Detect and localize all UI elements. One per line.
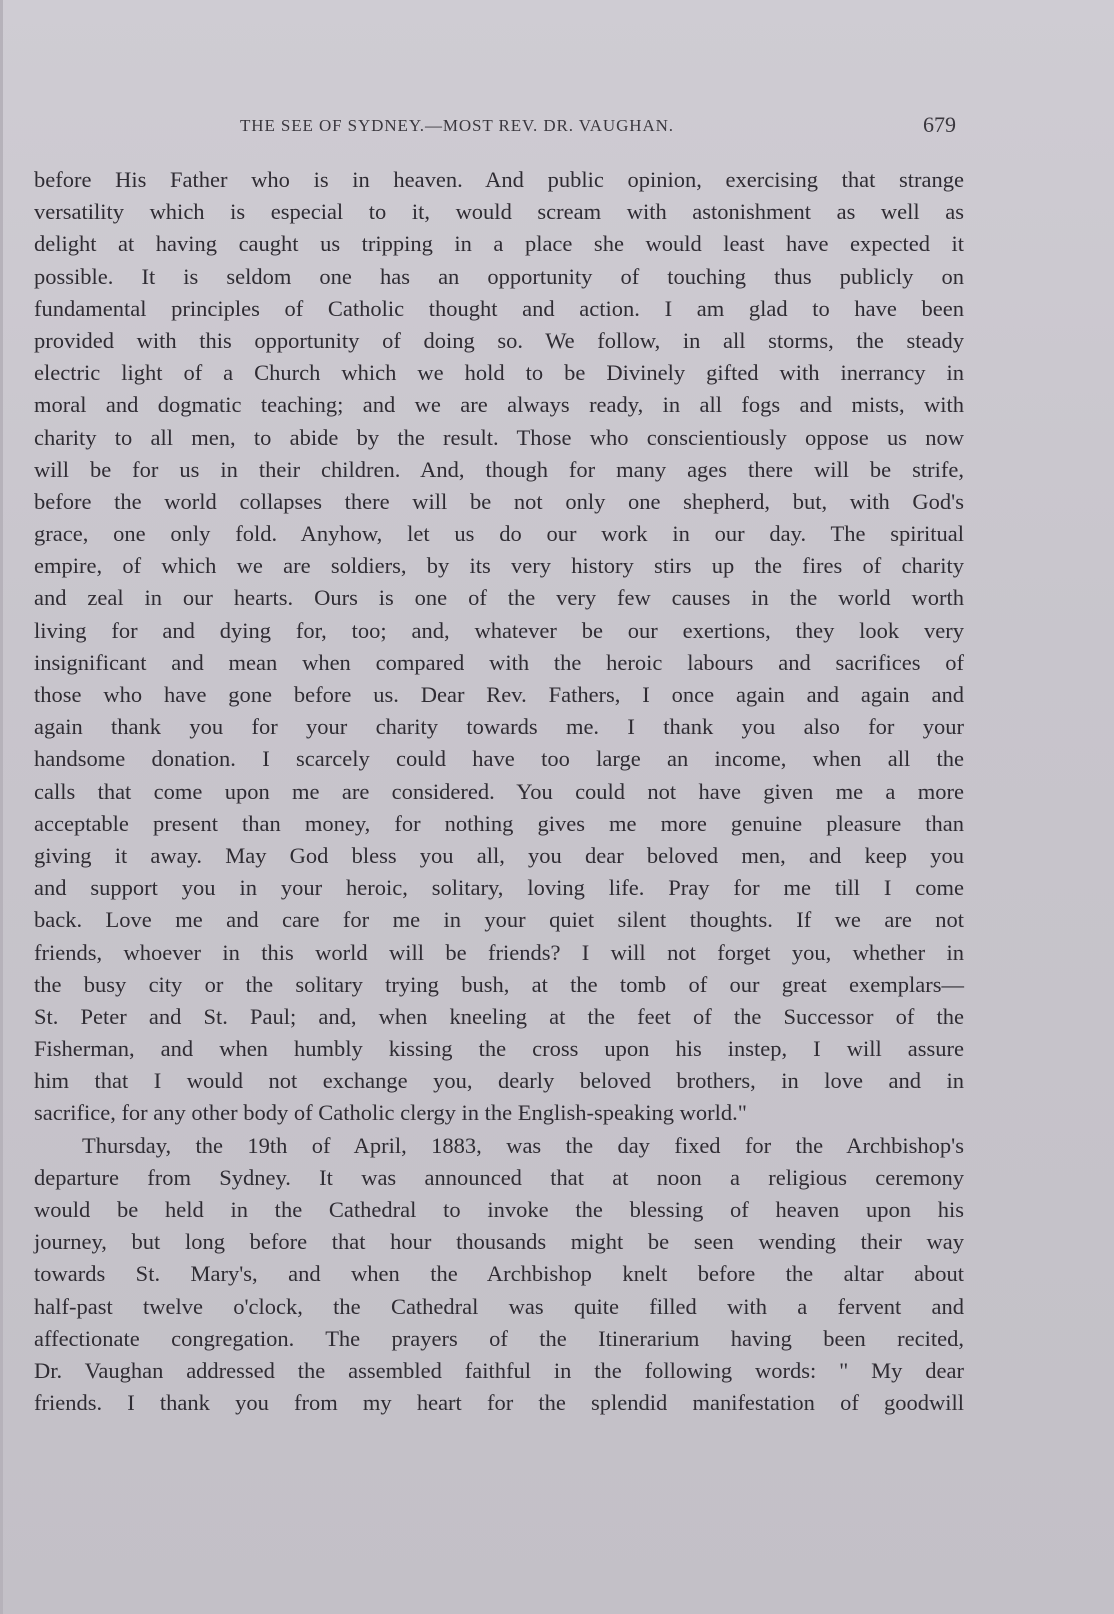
text-line: and zeal in our hearts. Ours is one of the very few causes in the world worth: [34, 585, 964, 611]
text-line: those who have gone before us. Dear Rev. Fathers, I once again and again and: [34, 682, 964, 707]
text-line: sacrifice, for any other body of Catholic clergy in the English-speaking world.": [34, 1100, 747, 1126]
text-line: towards St. Mary's, and when the Archbishop knelt before the altar about: [34, 1261, 964, 1287]
text-line: electric light of a Church which we hold to be Divinely gifted with inerrancy in: [34, 360, 964, 386]
text-line: possible. It is seldom one has an opportunity of touching thus publicly on: [34, 263, 964, 289]
text-line: before the world collapses there will be not only one shepherd, but, with God's: [34, 488, 964, 514]
text-line: insignificant and mean when compared with the heroic labours and sacrifices of: [34, 649, 964, 675]
text-line: calls that come upon me are considered. You could not have given me a more: [34, 778, 964, 804]
text-line: versatility which is especial to it, would scream with astonishment as well as: [34, 199, 964, 225]
body-text: [34, 164, 964, 1419]
text-line: grace, one only fold. Anyhow, let us do our work in our day. The spiritual: [34, 521, 964, 547]
text-line: provided with this opportunity of doing so. We follow, in all storms, the steady: [34, 327, 964, 353]
running-title: THE SEE OF SYDNEY.—MOST REV. DR. VAUGHAN.: [240, 116, 674, 135]
paragraph-start-line: Thursday, the 19th of April, 1883, was the day fixed for the Archbishop's: [82, 1132, 964, 1158]
text-line: empire, of which we are soldiers, by its very history stirs up the fires of charity: [34, 553, 964, 579]
text-line: back. Love me and care for me in your quiet silent thoughts. If we are not: [34, 907, 964, 933]
text-line: friends. I thank you from my heart for the splendid manifestation of goodwill: [34, 1390, 964, 1416]
text-line: will be for us in their children. And, though for many ages there will be strife,: [34, 456, 964, 482]
text-line: before His Father who is in heaven. And public opinion, exercising that strange: [34, 167, 964, 192]
text-line: and support you in your heroic, solitary, loving life. Pray for me till I come: [34, 875, 964, 901]
page-edge: [0, 0, 3, 1614]
text-line: again thank you for your charity towards me. I thank you also for your: [34, 714, 964, 740]
text-line: would be held in the Cathedral to invoke the blessing of heaven upon his: [34, 1197, 964, 1222]
text-line: the busy city or the solitary trying bush, at the tomb of our great exemplars—: [34, 971, 964, 997]
text-line: moral and dogmatic teaching; and we are always ready, in all fogs and mists, with: [34, 392, 964, 418]
text-line: Dr. Vaughan addressed the assembled faithful in the following words: " My dear: [34, 1357, 964, 1383]
text-line: charity to all men, to abide by the result. Those who conscientiously oppose us now: [34, 424, 964, 450]
text-line: giving it away. May God bless you all, you dear beloved men, and keep you: [34, 842, 964, 868]
text-line: delight at having caught us tripping in a place she would least have expected it: [34, 231, 964, 257]
text-line: acceptable present than money, for nothing gives me more genuine pleasure than: [34, 810, 964, 836]
page-number: 679: [923, 112, 956, 137]
text-line: living for and dying for, too; and, whatever be our exertions, they look very: [34, 617, 964, 643]
text-line: journey, but long before that hour thousands might be seen wending their way: [34, 1229, 964, 1255]
text-line: departure from Sydney. It was announced that at noon a religious ceremony: [34, 1164, 964, 1190]
text-line: fundamental principles of Catholic thought and action. I am glad to have been: [34, 295, 964, 321]
text-line: St. Peter and St. Paul; and, when kneeling at the feet of the Successor of the: [34, 1003, 964, 1029]
running-head: [0, 112, 1114, 142]
text-line: half-past twelve o'clock, the Cathedral was quite filled with a fervent and: [34, 1293, 964, 1319]
text-line: Fisherman, and when humbly kissing the cross upon his instep, I will assure: [34, 1036, 964, 1062]
text-line: him that I would not exchange you, dearly beloved brothers, in love and in: [34, 1068, 964, 1094]
text-line: handsome donation. I scarcely could have too large an income, when all the: [34, 746, 964, 772]
text-line: affectionate congregation. The prayers of the Itinerarium having been recited,: [34, 1325, 964, 1351]
text-line: friends, whoever in this world will be friends? I will not forget you, whether in: [34, 939, 964, 965]
